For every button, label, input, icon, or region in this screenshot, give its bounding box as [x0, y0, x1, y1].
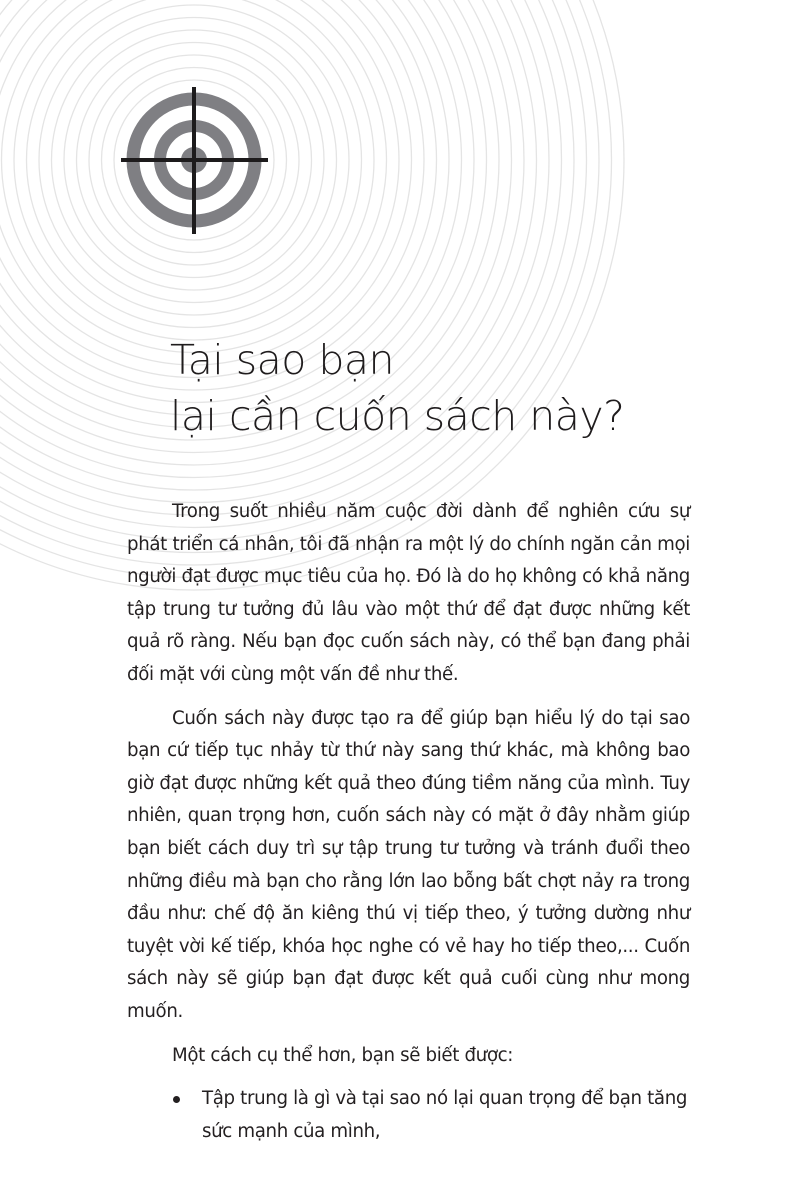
paragraph-1: Trong suốt nhiều năm cuộc đời dành để nghiên cứu sự phát triển cá nhân, tôi đã nhận ra một lý do chính ngăn cản mọi người đạt được mục tiêu của họ. Đó là do họ không có khả năng tập trung tư tưởng đủ lâu vào một thứ để đạt được những kết quả rõ ràng. Nếu bạn đọc cuốn sách này, có thể bạn đang phải đối mặt với cùng một vấn đề như thế. [127, 501, 690, 685]
bullet-list [127, 1083, 690, 1148]
chapter-title-line-1: Tại sao bạn [170, 336, 395, 384]
chapter-title [170, 332, 624, 444]
body-text [127, 496, 690, 1148]
bullet-text: Tập trung là gì và tại sao nó lại quan trọng để bạn tăng sức mạnh của mình, [202, 1088, 688, 1142]
paragraph-3: Một cách cụ thể hơn, bạn sẽ biết được: [172, 1044, 514, 1066]
chapter-title-line-2: lại cần cuốn sách này? [170, 392, 625, 440]
crosshair-target-icon [0, 0, 805, 300]
bullet-item [127, 1083, 690, 1148]
paragraph-2: Cuốn sách này được tạo ra để giúp bạn hiểu lý do tại sao bạn cứ tiếp tục nhảy từ thứ này sang thứ khác, mà không bao giờ đạt được những kết quả theo đúng tiềm năng của mình. Tuy nhiên, quan trọng hơn, cuốn sách này có mặt ở đây nhằm giúp bạn biết cách duy trì sự tập trung tư tưởng và tránh đuổi theo những điều mà bạn cho rằng lớn lao bỗng bất chợt nảy ra trong đầu như: chế độ ăn kiêng thú vị tiếp theo, ý tưởng dường như tuyệt vời kế tiếp, khóa học nghe có vẻ hay ho tiếp theo,... Cuốn sách này sẽ giúp bạn đạt được kết quả cuối cùng như mong muốn. [127, 707, 690, 1022]
bullet-dot-icon [173, 1096, 180, 1103]
crosshair-lines [121, 87, 268, 234]
